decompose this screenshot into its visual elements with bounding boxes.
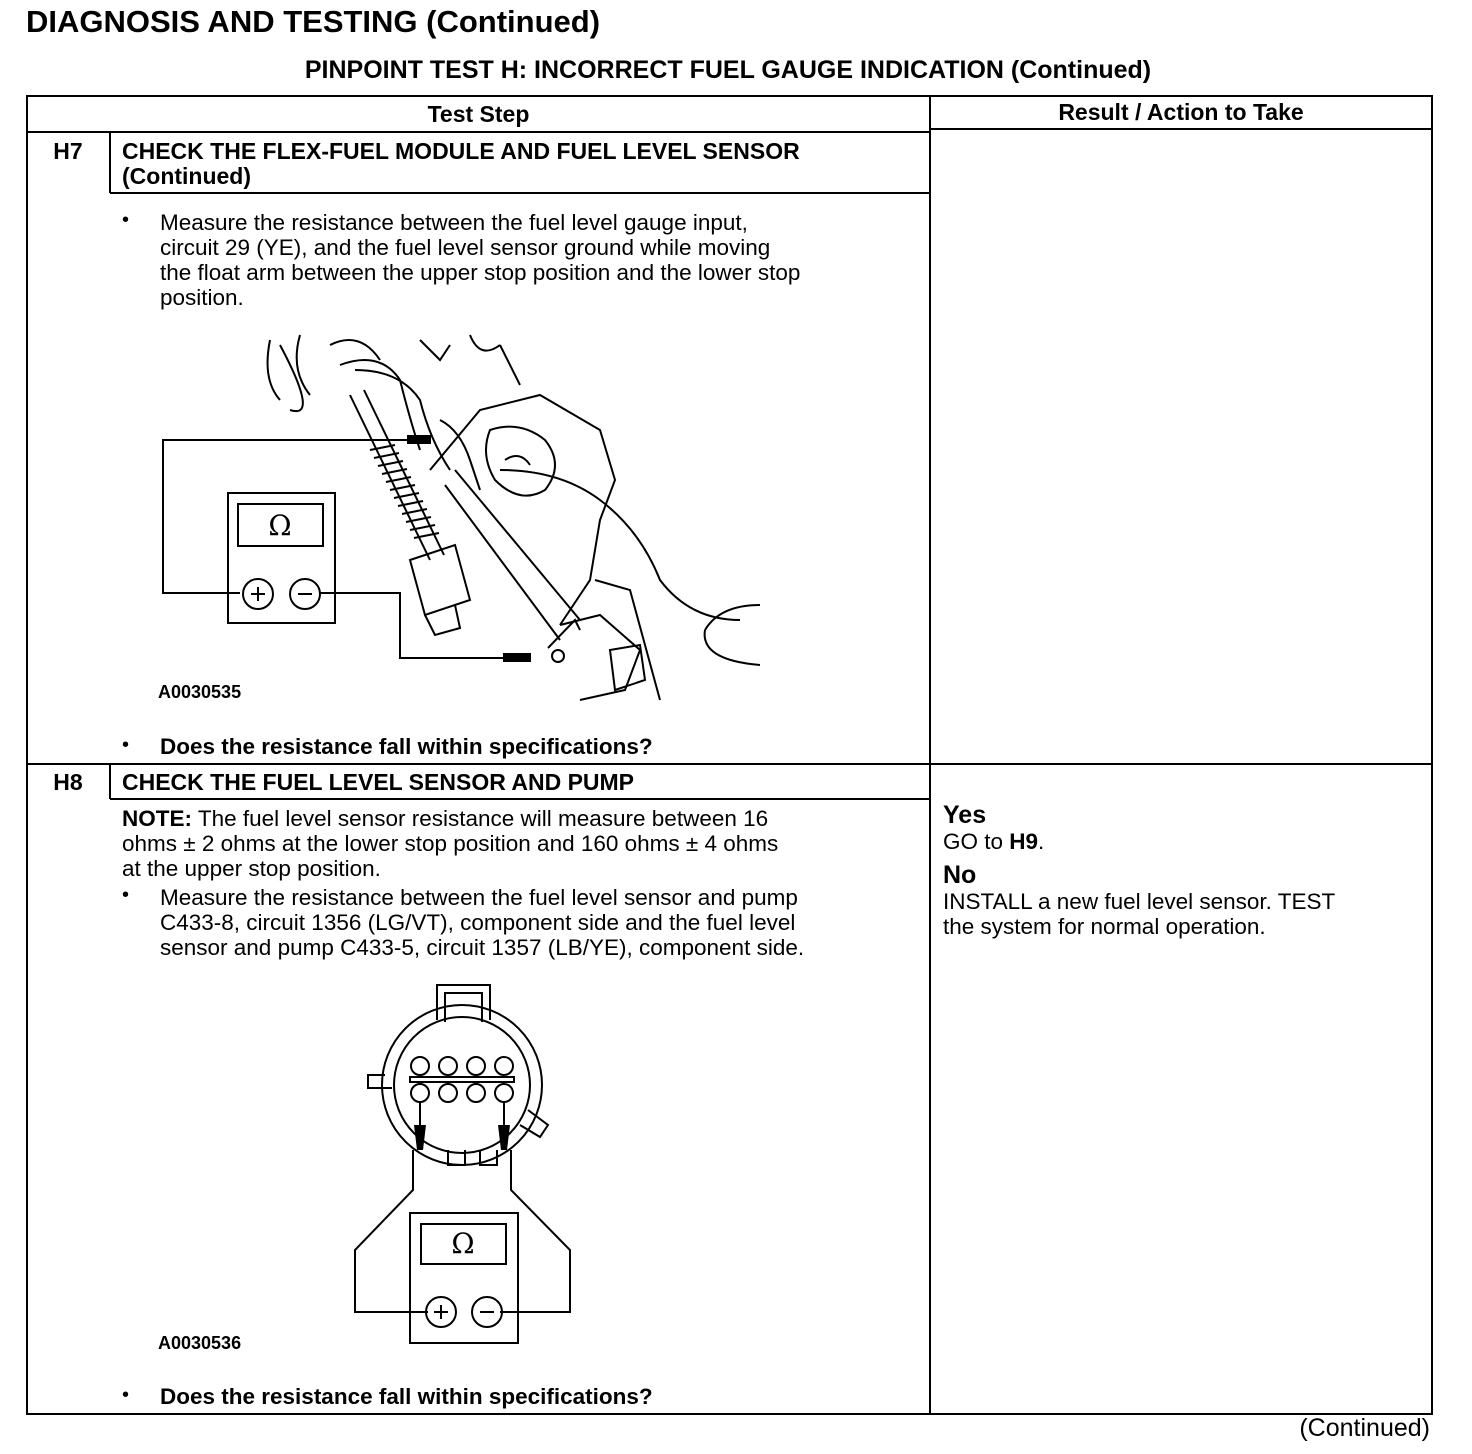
figure-id-a0030536: A0030536: [158, 1333, 242, 1353]
fuel-sender-ohmmeter-illustration: [150, 330, 770, 705]
column-header-test-step: Test Step: [427, 101, 530, 127]
figure-id-a0030535: A0030535: [158, 682, 242, 702]
pinpoint-test-title: PINPOINT TEST H: INCORRECT FUEL GAUGE INDICATION (Continued): [304, 56, 1152, 84]
result-yes-label: Yes: [943, 801, 987, 829]
h8-note-line1: [122, 806, 768, 831]
result-no-action-line: the system for normal operation.: [943, 914, 1266, 939]
step-title-h7-line2: (Continued): [122, 163, 252, 189]
h7-instruction-line: circuit 29 (YE), and the fuel level sensor ground while moving: [160, 235, 771, 260]
h8-note-line: at the upper stop position.: [122, 856, 381, 881]
h8-question: Does the resistance fall within specifications?: [160, 1384, 653, 1409]
continued-footer: (Continued): [1299, 1414, 1430, 1442]
bullet-dot: •: [122, 884, 130, 906]
result-yes-action: [943, 829, 1044, 854]
bullet-dot: •: [122, 734, 130, 756]
yes-action-suffix: .: [1038, 829, 1045, 854]
connector-c433-ohmmeter-illustration: [350, 980, 580, 1350]
h8-note-line: ohms ± 2 ohms at the lower stop position and 160 ohms ± 4 ohms: [122, 831, 779, 856]
h7-instruction-line: Measure the resistance between the fuel level gauge input,: [160, 210, 748, 235]
ohm-symbol: Ω: [268, 509, 292, 542]
bullet-dot: •: [122, 1384, 130, 1406]
result-no-label: No: [943, 861, 977, 889]
h8-instruction-line: C433-8, circuit 1356 (LG/VT), component side and the fuel level: [160, 910, 796, 935]
note-text: The fuel level sensor resistance will measure between 16: [192, 806, 769, 831]
h8-instruction-line: sensor and pump C433-5, circuit 1357 (LB/YE), component side.: [160, 935, 805, 960]
step-title-h7-line1: CHECK THE FLEX-FUEL MODULE AND FUEL LEVEL SENSOR: [122, 138, 800, 164]
result-no-action-line: INSTALL a new fuel level sensor. TEST: [943, 889, 1336, 914]
h8-instruction-line: Measure the resistance between the fuel level sensor and pump: [160, 885, 798, 910]
yes-action-prefix: GO to: [943, 829, 1010, 854]
column-header-result: Result / Action to Take: [1058, 99, 1304, 125]
step-id-h8: H8: [53, 769, 83, 795]
h7-instruction-line: the float arm between the upper stop position and the lower stop: [160, 260, 801, 285]
note-label: NOTE:: [122, 806, 192, 831]
h7-instruction-line: position.: [160, 285, 244, 310]
ohm-symbol: Ω: [451, 1227, 475, 1260]
step-title-h8: CHECK THE FUEL LEVEL SENSOR AND PUMP: [122, 769, 635, 795]
bullet-dot: •: [122, 209, 130, 231]
page-title: DIAGNOSIS AND TESTING (Continued): [26, 4, 601, 39]
h7-question: Does the resistance fall within specifications?: [160, 734, 653, 759]
yes-action-target: H9: [1009, 829, 1039, 854]
step-id-h7: H7: [53, 138, 83, 164]
